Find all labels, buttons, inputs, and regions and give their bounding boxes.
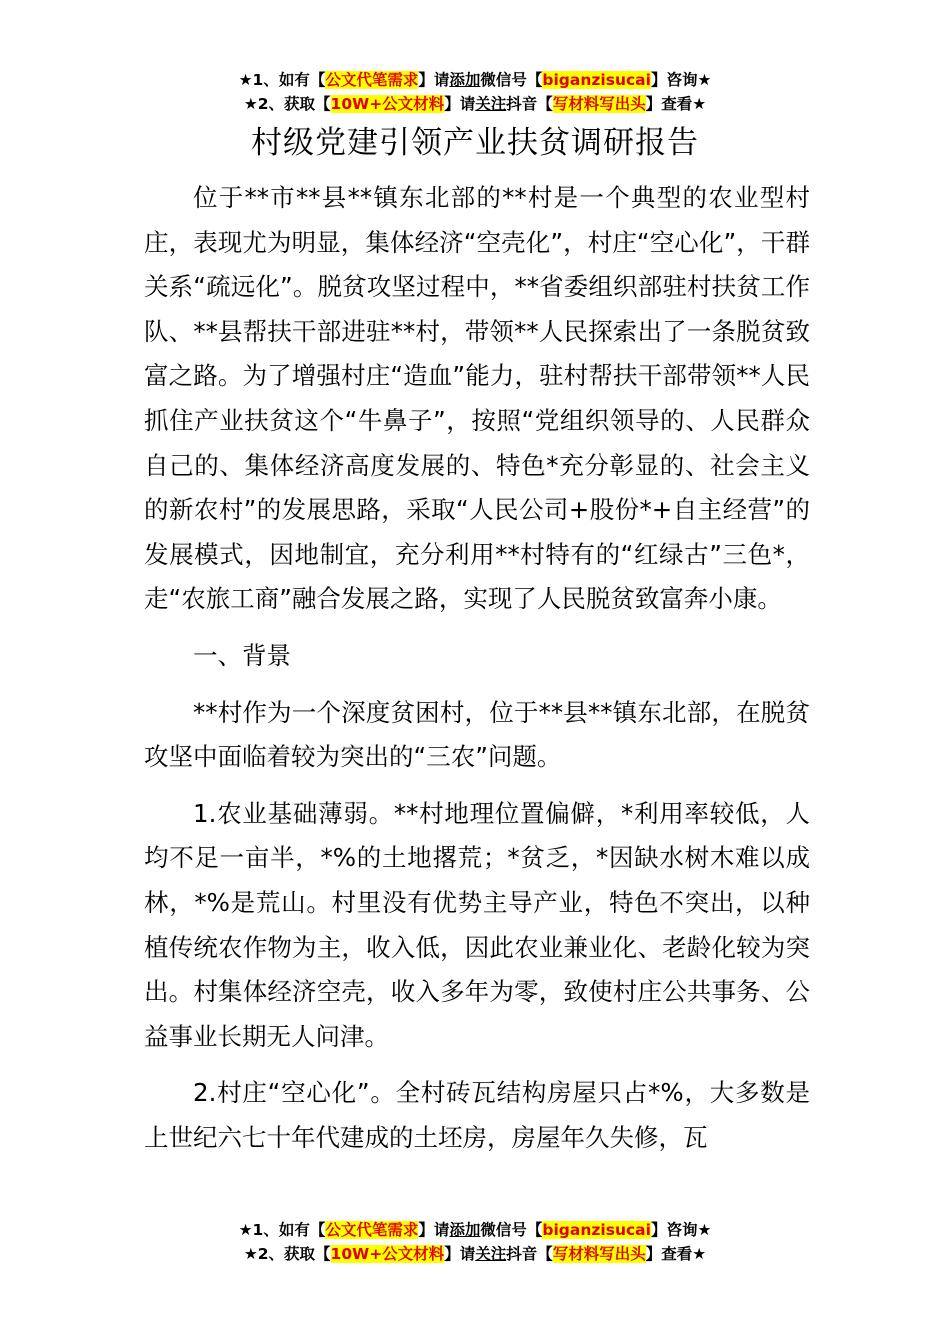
banner-highlight: 10W+公文材料 — [330, 95, 445, 113]
banner-highlight: 写材料写出头 — [552, 95, 646, 113]
footer-banner — [0, 1218, 950, 1266]
banner-line-2 — [0, 1242, 950, 1266]
banner-underlined: 关注 — [475, 95, 507, 113]
banner-highlight: biganzisucai — [542, 1221, 651, 1239]
banner-text: 】请 — [418, 71, 450, 89]
banner-underlined: 添加 — [449, 71, 481, 89]
banner-text: ★2、获取【 — [243, 95, 331, 113]
banner-text: ★1、如有【 — [238, 71, 326, 89]
banner-text: 微信号【 — [480, 1221, 543, 1239]
banner-text: 】请 — [418, 1221, 450, 1239]
paragraph: 2.村庄“空心化”。全村砖瓦结构房屋只占*%，大多数是上世纪六七十年代建成的土坯房，房屋年久失修，瓦 — [144, 1078, 810, 1152]
banner-text: ★2、获取【 — [243, 1245, 331, 1263]
banner-text: ★1、如有【 — [238, 1221, 326, 1239]
banner-text: 抖音【 — [506, 1245, 553, 1263]
paragraph: 位于**市**县**镇东北部的**村是一个典型的农业型村庄，表现尤为明显，集体经济“空壳化”，村庄“空心化”，干群关系“疏远化”。脱贫攻坚过程中，**省委组织部驻村扶贫工作队、**县帮扶干部进驻**村，带领**人民探索出了一条脱贫致富之路。为了增强村庄“造血”能力，驻村帮扶干部带领**人民抓住产业扶贫这个“牛鼻子”，按照“党组织领导的、人民群众自己的、集体经济高度发展的、特色*充分彰显的、社会主义的新农村”的发展思路，采取“人民公司+股份*+自主经营”的发展模式，因地制宜，充分利用**村特有的“红绿古”三色*，走“农旅工商”融合发展之路，实现了人民脱贫致富奔小康。 — [144, 183, 810, 614]
banner-line-2 — [0, 92, 950, 116]
document-body — [144, 176, 810, 1172]
section-heading: 一、背景 — [193, 640, 291, 670]
banner-line-1 — [0, 68, 950, 92]
banner-text: 】查看★ — [645, 1245, 707, 1263]
banner-highlight: 10W+公文材料 — [330, 1245, 445, 1263]
banner-highlight: 公文代笔需求 — [325, 71, 419, 89]
banner-text: 微信号【 — [480, 71, 543, 89]
banner-line-1 — [0, 1218, 950, 1242]
banner-text: 】请 — [444, 1245, 476, 1263]
banner-text: 】咨询★ — [650, 71, 712, 89]
banner-text: 】请 — [444, 95, 476, 113]
banner-text: 】咨询★ — [650, 1221, 712, 1239]
banner-text: 抖音【 — [506, 95, 553, 113]
banner-highlight: 写材料写出头 — [552, 1245, 646, 1263]
banner-underlined: 关注 — [475, 1245, 507, 1263]
banner-underlined: 添加 — [449, 1221, 481, 1239]
banner-highlight: 公文代笔需求 — [325, 1221, 419, 1239]
paragraph: **村作为一个深度贫困村，位于**县**镇东北部，在脱贫攻坚中面临着较为突出的“三农”问题。 — [144, 697, 810, 772]
banner-highlight: biganzisucai — [542, 71, 651, 89]
banner-text: 】查看★ — [645, 95, 707, 113]
document-title: 村级党建引领产业扶贫调研报告 — [251, 125, 699, 161]
header-banner — [0, 68, 950, 116]
paragraph: 1.农业基础薄弱。**村地理位置偏僻，*利用率较低，人均不足一亩半，*%的土地撂荒；*贫乏，*因缺水树木难以成林，*%是荒山。村里没有优势主导产业，特色不突出，以种植传统农作物为主，收入低，因此农业兼业化、老龄化较为突出。村集体经济空壳，收入多年为零，致使村庄公共事务、公益事业长期无人问津。 — [144, 798, 810, 1051]
